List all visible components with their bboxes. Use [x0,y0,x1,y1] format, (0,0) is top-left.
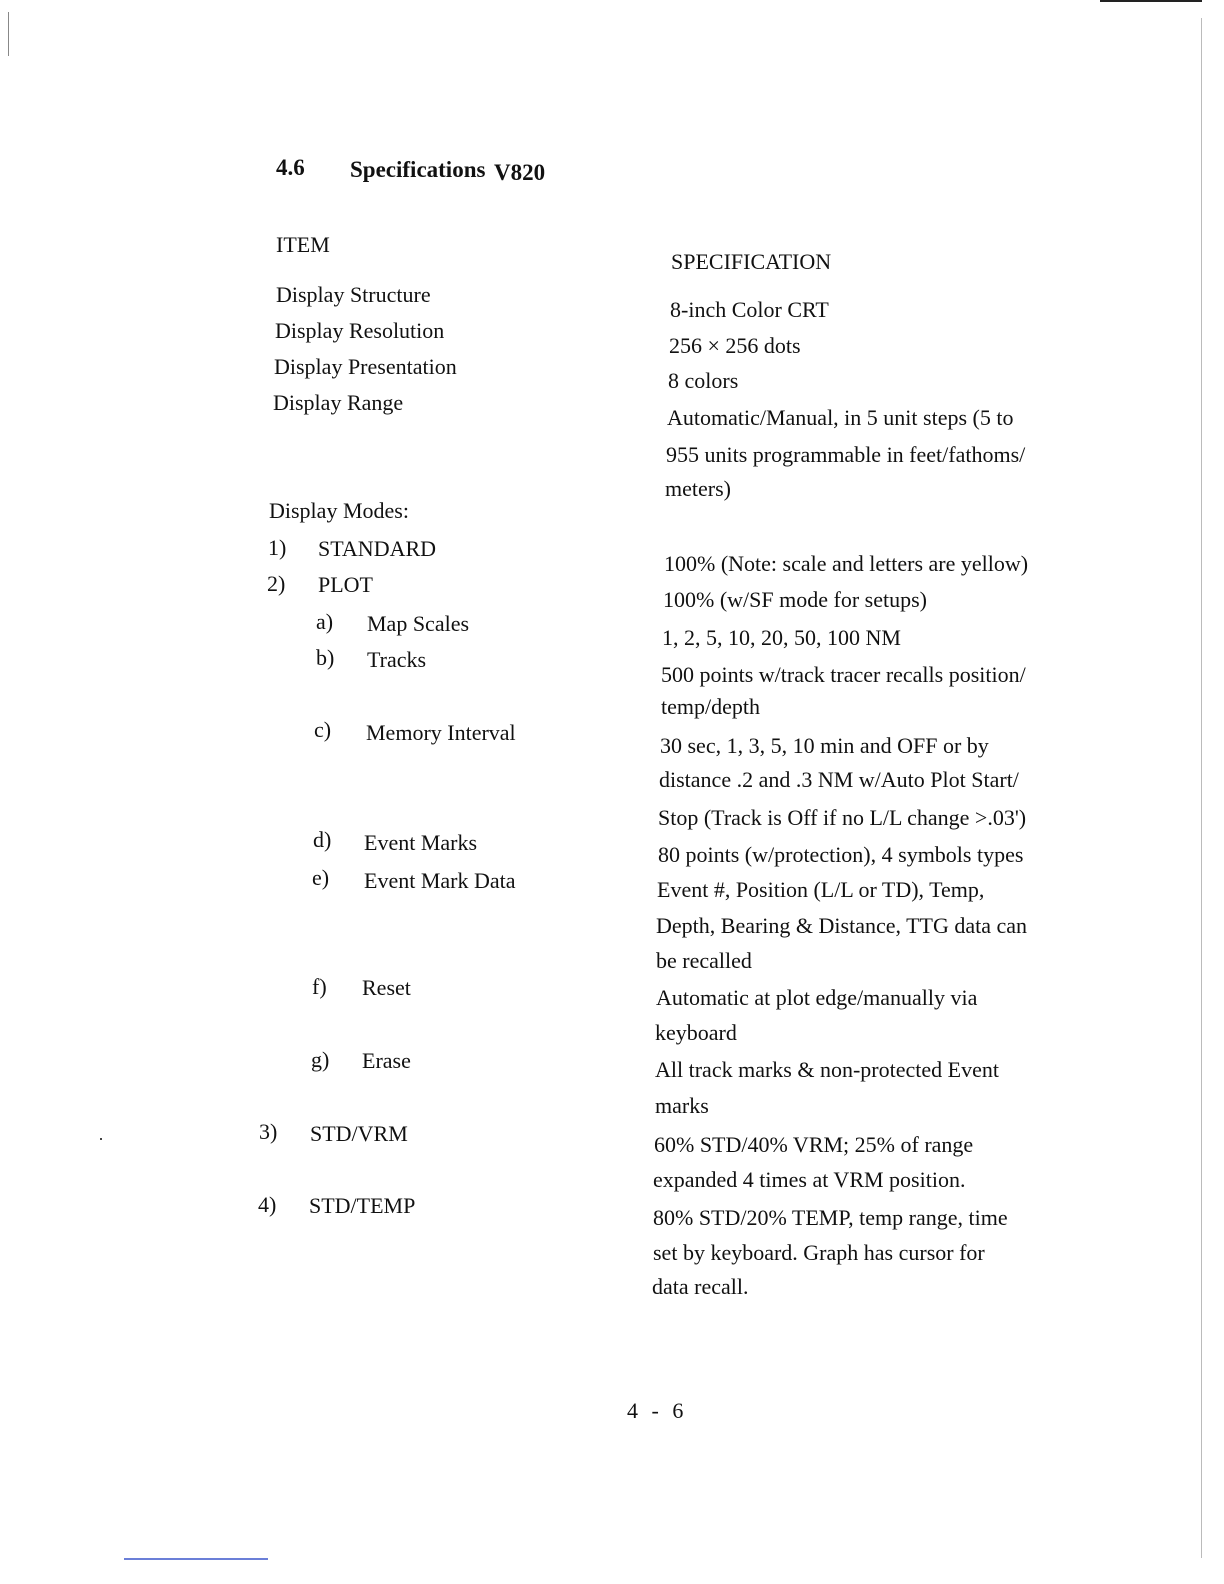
list-marker: 4) [258,1192,277,1217]
item-map-scales: Map Scales [367,611,470,636]
list-marker: c) [314,717,332,742]
list-marker: 2) [267,571,286,596]
spec-std-vrm-line: expanded 4 times at VRM position. [653,1167,966,1192]
spec-map-scales: 1, 2, 5, 10, 20, 50, 100 NM [662,625,901,650]
spec-reset-line: Automatic at plot edge/manually via [656,985,978,1010]
item-display-resolution: Display Resolution [275,318,445,343]
list-marker: e) [312,865,330,890]
item-reset: Reset [362,975,411,1000]
spec-event-marks: 80 points (w/protection), 4 symbols types [658,842,1024,867]
item-memory-interval: Memory Interval [366,720,516,745]
item-standard: STANDARD [318,536,437,561]
item-display-modes: Display Modes: [269,498,409,523]
page-number: 4 - 6 [627,1398,688,1423]
list-marker: 1) [268,535,287,560]
spec-display-range-line: 955 units programmable in feet/fathoms/ [666,442,1026,467]
item-display-range: Display Range [273,390,404,415]
section-model: V820 [494,160,546,185]
scan-speck [100,1138,102,1140]
column-header-item: ITEM [276,232,330,257]
spec-std-temp-line: set by keyboard. Graph has cursor for [653,1240,985,1265]
item-std-temp: STD/TEMP [309,1193,416,1218]
spec-tracks-line: temp/depth [661,694,760,719]
spec-event-mark-data-line: be recalled [656,948,752,973]
item-event-marks: Event Marks [364,830,478,855]
scan-edge-line [1100,0,1202,2]
item-plot: PLOT [318,572,373,597]
list-marker: a) [316,609,334,634]
spec-plot: 100% (w/SF mode for setups) [663,587,927,612]
scan-edge-line [124,1558,268,1560]
list-marker: b) [316,645,335,670]
spec-memory-interval-line: Stop (Track is Off if no L/L change >.03') [658,805,1027,830]
spec-event-mark-data-line: Event #, Position (L/L or TD), Temp, [657,877,985,902]
list-marker: f) [312,974,327,999]
spec-display-range-line: Automatic/Manual, in 5 unit steps (5 to [667,405,1014,430]
item-std-vrm: STD/VRM [310,1121,408,1146]
list-marker: g) [311,1047,330,1072]
spec-display-presentation: 8 colors [668,368,739,393]
spec-display-resolution: 256 × 256 dots [669,333,801,358]
spec-standard: 100% (Note: scale and letters are yellow) [664,551,1029,576]
spec-memory-interval-line: 30 sec, 1, 3, 5, 10 min and OFF or by [660,733,989,758]
list-marker: 3) [259,1119,278,1144]
item-erase: Erase [362,1048,411,1073]
section-number: 4.6 [276,155,305,180]
spec-display-structure: 8-inch Color CRT [670,297,829,322]
spec-std-vrm-line: 60% STD/40% VRM; 25% of range [654,1132,974,1157]
section-title: Specifications [350,157,486,182]
spec-erase-line: marks [655,1093,709,1118]
spec-erase-line: All track marks & non-protected Event [655,1057,999,1082]
column-header-specification: SPECIFICATION [671,249,832,274]
spec-tracks-line: 500 points w/track tracer recalls position/ [661,662,1026,687]
scan-edge-line [8,12,9,56]
item-event-mark-data: Event Mark Data [364,868,516,893]
scan-edge-line [1201,18,1202,1558]
spec-std-temp-line: data recall. [652,1274,749,1299]
spec-memory-interval-line: distance .2 and .3 NM w/Auto Plot Start/ [659,767,1019,792]
spec-event-mark-data-line: Depth, Bearing & Distance, TTG data can [656,913,1028,938]
spec-std-temp-line: 80% STD/20% TEMP, temp range, time [653,1205,1008,1230]
item-tracks: Tracks [367,647,427,672]
item-display-presentation: Display Presentation [274,354,457,379]
list-marker: d) [313,827,332,852]
spec-reset-line: keyboard [655,1020,737,1045]
item-display-structure: Display Structure [276,282,431,307]
spec-display-range-line: meters) [665,476,731,501]
